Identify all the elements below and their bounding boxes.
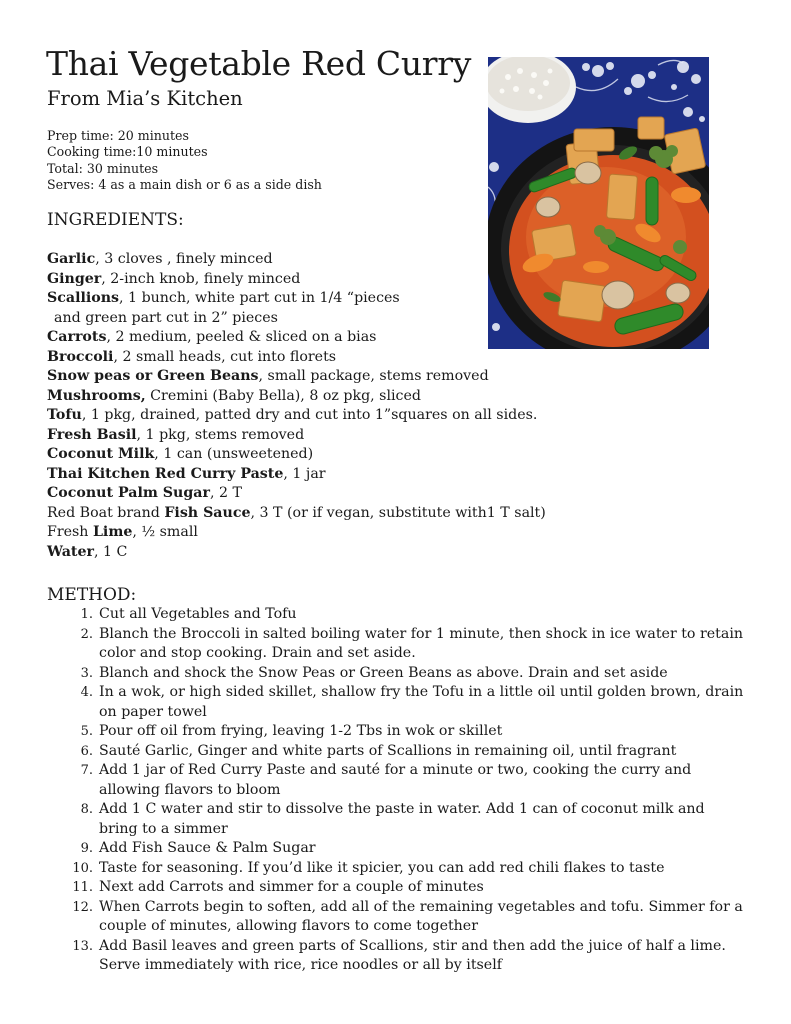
ingredient-item (47, 504, 607, 524)
method-list (66, 605, 746, 976)
ingredient-detail: , small package, stems removed (258, 368, 489, 384)
ingredient-name: Broccoli (47, 348, 114, 365)
step-text: Add Fish Sauce & Palm Sugar (99, 840, 316, 856)
step-text: Add Basil leaves and green parts of Scallions, stir and then add the juice of half a lime. Serve immediately with rice, rice noodles or all by itself (99, 937, 726, 973)
step-number: 9. (80, 841, 93, 856)
method-step (66, 839, 746, 859)
ingredient-detail: , 1 C (93, 543, 128, 560)
step-number: 8. (80, 802, 93, 817)
ingredient-item (47, 367, 607, 387)
ingredient-detail: and green part cut in 2” pieces (54, 309, 278, 326)
ingredient-detail: , 3 cloves , finely minced (95, 251, 273, 267)
ingredient-name: Fish Sauce (164, 504, 251, 521)
ingredient-item (47, 387, 607, 407)
ingredient-detail: , ½ small (132, 524, 198, 540)
cooking-time: Cooking time:10 minutes (47, 144, 208, 160)
ingredient-name: Garlic (47, 251, 96, 267)
ingredient-name: Scallions (47, 290, 120, 306)
ingredients-heading: INGREDIENTS: (47, 210, 184, 230)
step-number: 13. (72, 938, 93, 954)
step-number: 3. (80, 665, 93, 681)
ingredient-name: Coconut Palm Sugar (47, 485, 210, 501)
ingredient-item (47, 348, 607, 368)
method-step (66, 722, 746, 742)
method-step (66, 859, 746, 879)
ingredient-name: Mushrooms, (47, 387, 146, 404)
ingredient-name: Lime (92, 524, 133, 540)
step-number: 10. (72, 860, 93, 876)
step-text: Blanch and shock the Snow Peas or Green Beans as above. Drain and set aside (99, 664, 668, 681)
ingredient-detail: , 1 bunch, white part cut in 1/4 “pieces (119, 290, 400, 306)
ingredient-detail: , 2 T (209, 485, 242, 501)
step-text: Cut all Vegetables and Tofu (99, 606, 297, 622)
step-text: In a wok, or high sided skillet, shallow fry the Tofu in a little oil until golden brown, drain on paper towel (99, 684, 744, 720)
step-text: When Carrots begin to soften, add all of the remaining vegetables and tofu. Simmer for a couple of minutes, allowing flavors to come together (99, 898, 743, 934)
step-number: 7. (80, 763, 93, 778)
method-step (66, 761, 746, 800)
method-step (66, 664, 746, 684)
ingredient-item (47, 445, 607, 465)
ingredient-name: Tofu (47, 407, 82, 423)
ingredient-detail: , 1 can (unsweetened) (154, 446, 314, 462)
ingredient-detail: , 1 pkg, stems removed (136, 426, 305, 443)
ingredient-item (47, 484, 607, 504)
step-number: 6. (80, 743, 93, 759)
step-number: 11. (72, 880, 93, 895)
ingredient-detail: , 1 jar (283, 465, 326, 482)
step-text: Taste for seasoning. If you’d like it spicier, you can add red chili flakes to taste (99, 859, 665, 876)
ingredient-item (47, 465, 607, 485)
step-number: 1. (80, 607, 93, 622)
step-number: 5. (80, 724, 93, 739)
ingredient-detail: Cremini (Baby Bella), 8 oz pkg, sliced (145, 387, 421, 404)
curry-bowl-illustration (488, 57, 709, 349)
step-text: Add 1 jar of Red Curry Paste and sauté for a minute or two, cooking the curry and allowing flavors to bloom (99, 762, 692, 798)
ingredient-prefix: Fresh (47, 524, 93, 540)
step-number: 12. (72, 899, 93, 915)
ingredient-name: Thai Kitchen Red Curry Paste (47, 465, 284, 482)
recipe-meta (47, 128, 322, 194)
step-text: Pour off oil from frying, leaving 1-2 Tbs in wok or skillet (99, 723, 503, 739)
ingredient-name: Fresh Basil (47, 426, 137, 443)
prep-time: Prep time: 20 minutes (47, 128, 189, 143)
curry-photo (488, 57, 709, 349)
ingredient-detail: , 1 pkg, drained, patted dry and cut into 1”squares on all sides. (81, 407, 538, 423)
ingredient-detail: , 2-inch knob, finely minced (101, 270, 301, 287)
ingredient-detail: , 2 medium, peeled & sliced on a bias (106, 329, 377, 345)
ingredient-detail: , 2 small heads, cut into florets (113, 348, 337, 365)
ingredient-name: Ginger (47, 270, 102, 287)
recipe-title: Thai Vegetable Red Curry (46, 44, 472, 83)
method-step (66, 742, 746, 762)
step-text: Blanch the Broccoli in salted boiling water for 1 minute, then shock in ice water to retain color and stop cooking. Drain and set aside. (99, 625, 744, 661)
method-step (66, 878, 746, 898)
method-step (66, 800, 746, 839)
ingredient-name: Snow peas or Green Beans (47, 368, 259, 384)
total-time: Total: 30 minutes (47, 160, 159, 176)
step-text: Next add Carrots and simmer for a couple of minutes (99, 879, 484, 895)
ingredient-name: Carrots (47, 329, 107, 345)
step-text: Add 1 C water and stir to dissolve the paste in water. Add 1 can of coconut milk and bring to a simmer (99, 801, 705, 837)
ingredient-detail: , 3 T (or if vegan, substitute with1 T salt) (250, 504, 546, 521)
step-text: Sauté Garlic, Ginger and white parts of Scallions in remaining oil, until fragrant (99, 742, 677, 759)
method-heading: METHOD: (47, 585, 137, 605)
ingredient-prefix: Red Boat brand (47, 504, 165, 521)
method-step (66, 898, 746, 937)
step-number: 4. (80, 685, 93, 700)
ingredient-item (47, 406, 607, 426)
ingredient-name: Coconut Milk (47, 446, 155, 462)
ingredient-item (47, 543, 607, 563)
method-step (66, 625, 746, 664)
recipe-subtitle: From Mia’s Kitchen (47, 87, 243, 110)
ingredient-item (47, 523, 607, 543)
ingredient-name: Water (47, 543, 94, 560)
step-number: 2. (80, 626, 93, 642)
method-step (66, 937, 746, 976)
ingredient-item (47, 426, 607, 446)
method-step (66, 683, 746, 722)
servings: Serves: 4 as a main dish or 6 as a side dish (47, 177, 322, 193)
method-step (66, 605, 746, 625)
